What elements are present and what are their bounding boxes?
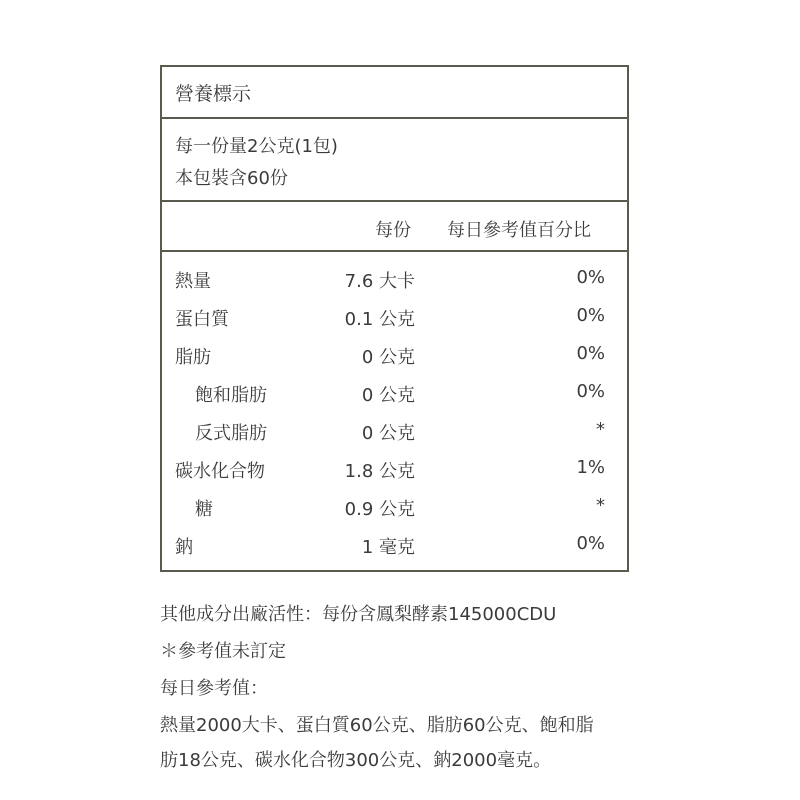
nutrient-amount: 7.6 大卡 (344, 271, 415, 292)
nutrient-amount: 1.8 公克 (344, 461, 415, 482)
nutrient-row-sodium (162, 525, 627, 563)
nutrient-row-fat (162, 335, 627, 373)
nutrient-name: 飽和脂肪 (195, 385, 267, 406)
col-per-serving: 每份 (375, 220, 411, 241)
nutrient-amount: 1 毫克 (361, 537, 415, 558)
nutrient-row-carbohydrate (162, 449, 627, 487)
nutrient-daily-value: 0% (576, 305, 605, 326)
nutrient-daily-value: 0% (576, 343, 605, 364)
other-ingredients-note: 其他成分出廠活性：每份含鳳梨酵素145000CDU (160, 604, 557, 625)
nutrient-row-calories (162, 259, 627, 297)
nutrient-daily-value: 0% (576, 381, 605, 402)
nutrient-row-saturated-fat (162, 373, 627, 411)
nutrient-amount: 0 公克 (361, 423, 415, 444)
nutrient-amount: 0 公克 (361, 385, 415, 406)
nutrient-name: 碳水化合物 (175, 461, 265, 482)
nutrient-amount: 0 公克 (361, 347, 415, 368)
nutrient-daily-value: 0% (576, 267, 605, 288)
nutrient-name: 熱量 (175, 271, 211, 292)
nutrient-name: 反式脂肪 (195, 423, 267, 444)
nutrient-name: 糖 (195, 499, 213, 520)
nutrient-name: 鈉 (175, 537, 193, 558)
nutrient-row-sugar (162, 487, 627, 525)
nutrient-name: 蛋白質 (175, 309, 229, 330)
panel-title-section (162, 67, 627, 119)
nutrient-rows (162, 251, 627, 570)
servings-per-package: 本包裝含60份 (175, 168, 288, 189)
panel-title: 營養標示 (175, 83, 252, 105)
nutrient-daily-value: 1% (576, 457, 605, 478)
nutrient-daily-value: 0% (576, 533, 605, 554)
nutrient-amount: 0.9 公克 (344, 499, 415, 520)
nutrient-daily-value: * (596, 495, 605, 516)
nutrient-amount: 0.1 公克 (344, 309, 415, 330)
nutrient-daily-value: * (596, 419, 605, 440)
daily-reference-title: 每日參考值： (160, 678, 268, 699)
nutrient-name: 脂肪 (175, 347, 211, 368)
column-header (162, 201, 627, 251)
col-daily-value: 每日參考值百分比 (447, 220, 591, 241)
daily-reference-line-1: 熱量2000大卡、蛋白質60公克、脂肪60公克、飽和脂 (160, 715, 594, 736)
nutrient-row-trans-fat (162, 411, 627, 449)
serving-size: 每一份量2公克(1包) (175, 136, 338, 157)
asterisk-note: ＊參考值未訂定 (160, 641, 286, 662)
nutrition-facts-panel (160, 65, 629, 572)
serving-section (162, 119, 627, 201)
nutrient-row-protein (162, 297, 627, 335)
daily-reference-line-2: 肪18公克、碳水化合物300公克、鈉2000毫克。 (160, 750, 552, 771)
